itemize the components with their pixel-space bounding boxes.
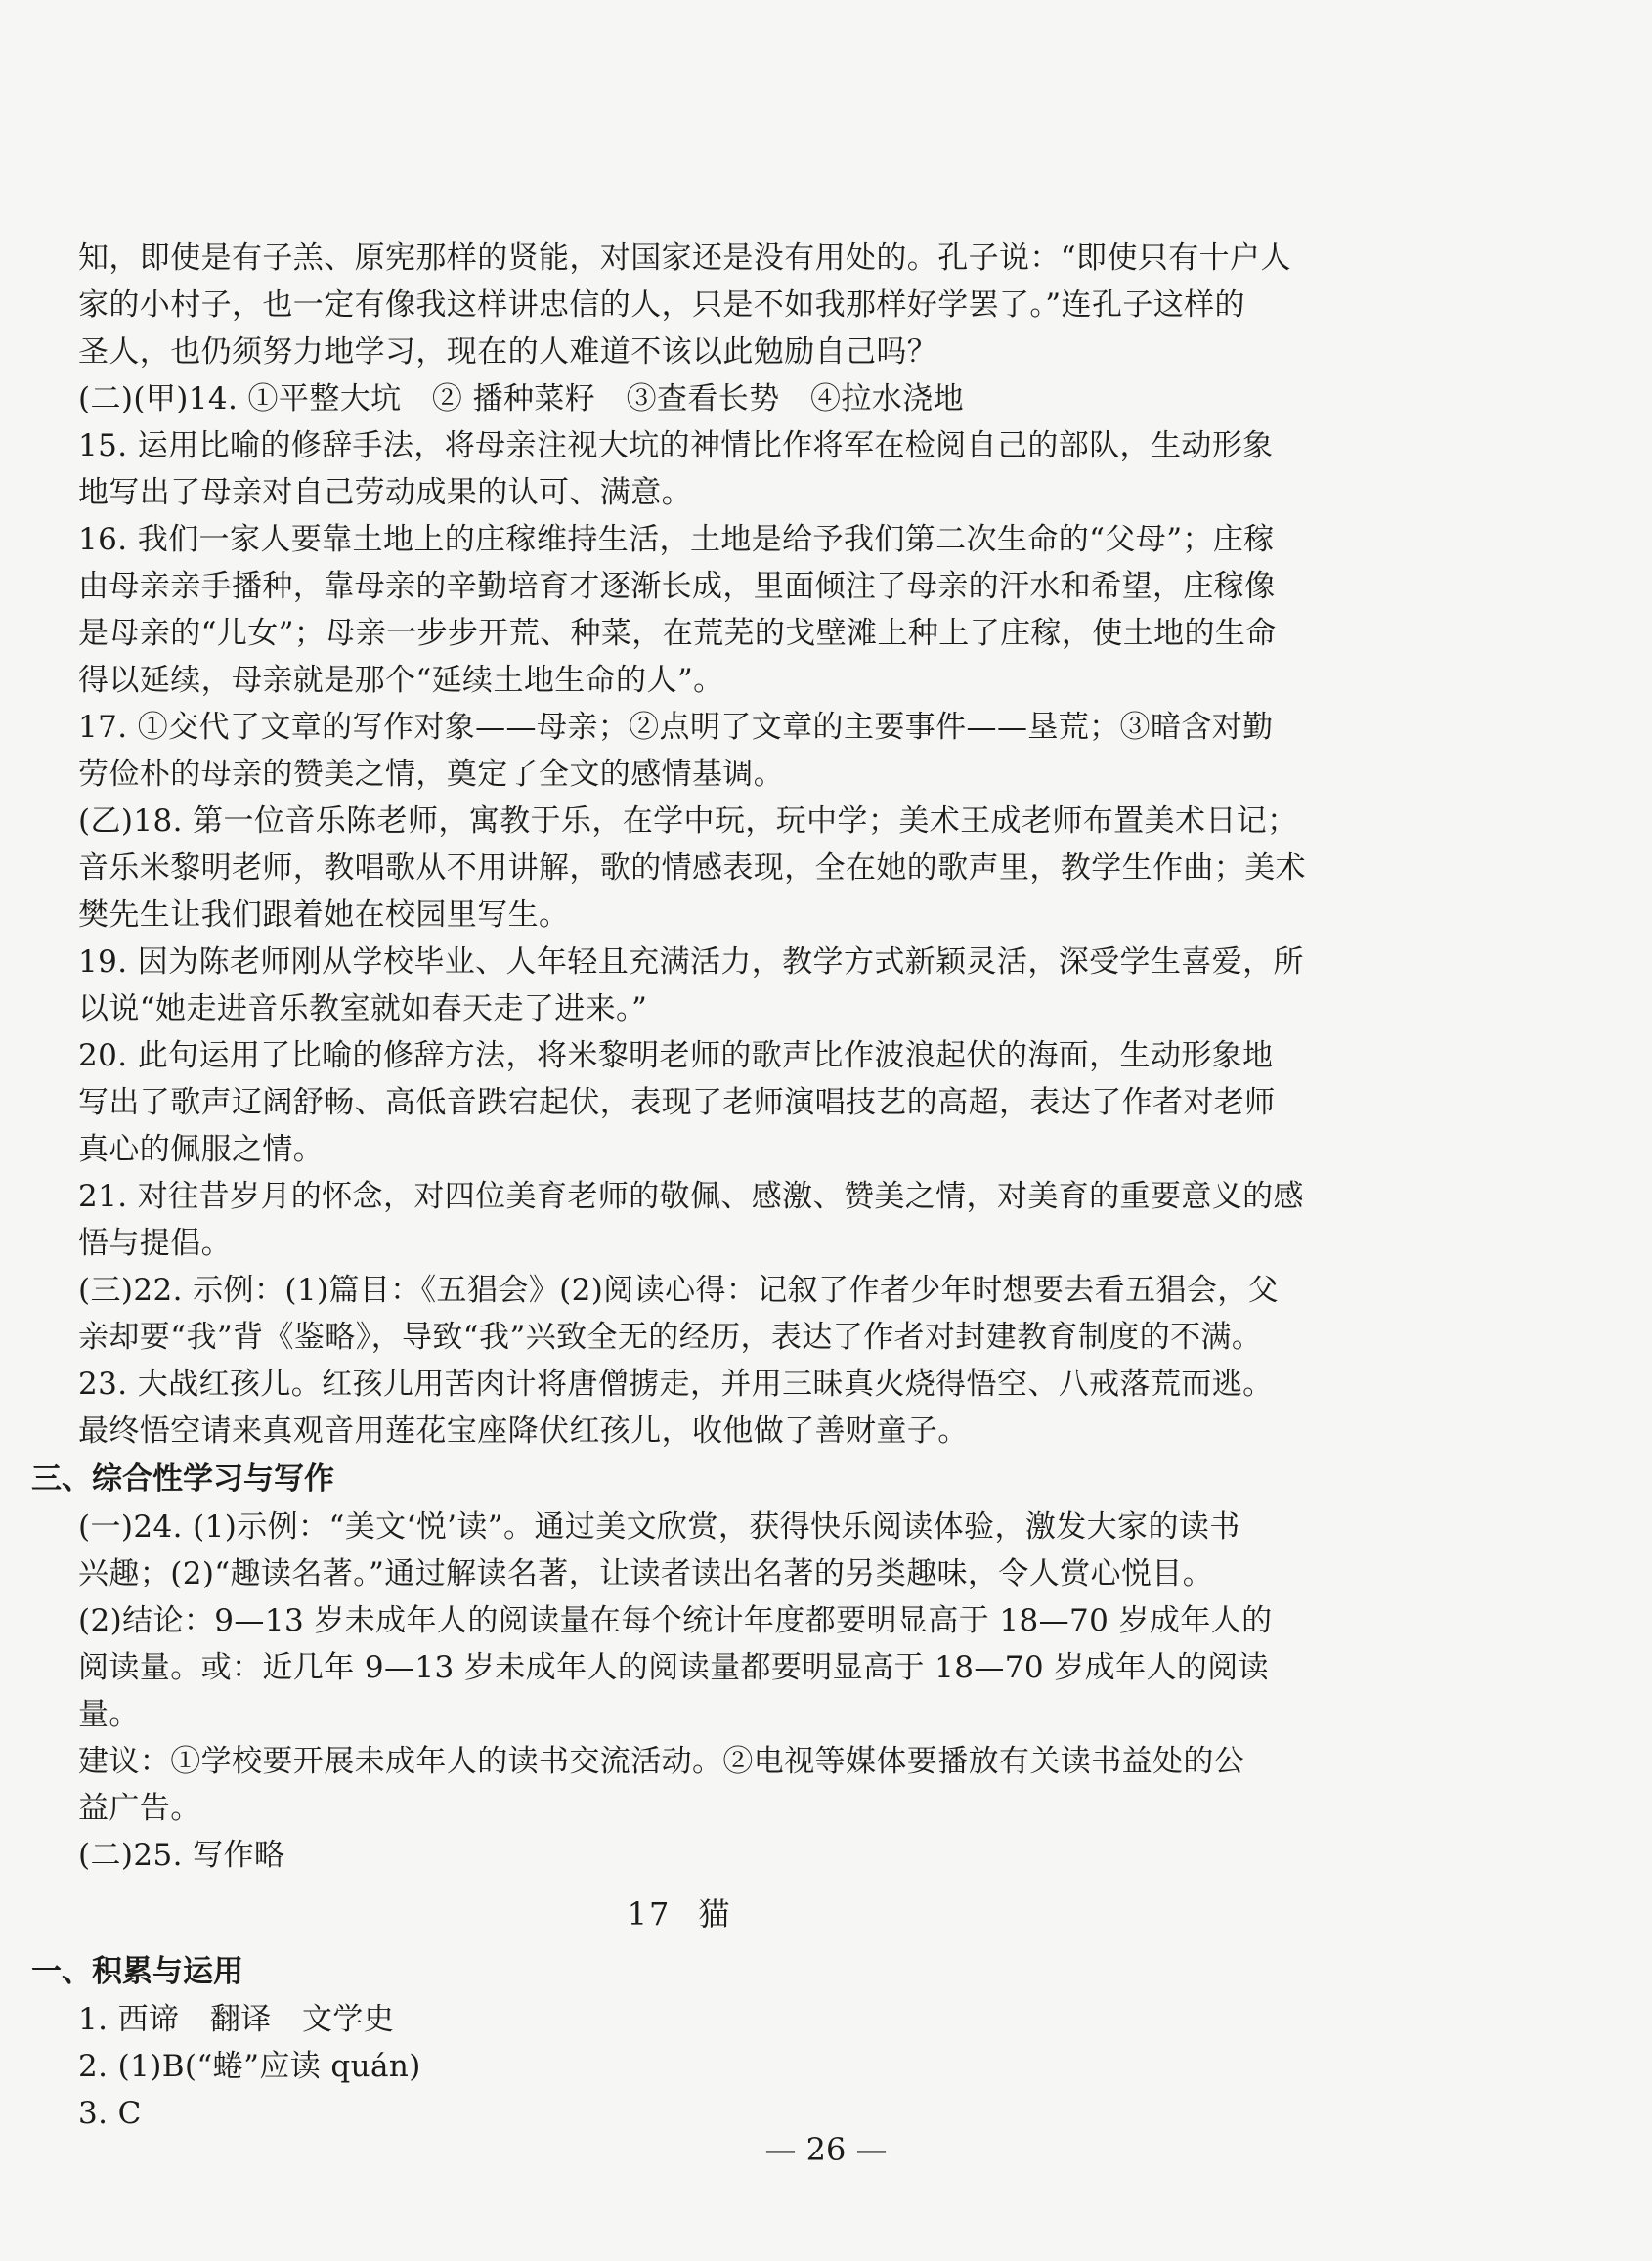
text-line: 23. 大战红孩儿。红孩儿用苦肉计将唐僧掳走，并用三昧真火烧得悟空、八戒落荒而逃。 <box>78 1367 1274 1402</box>
text-line: 1. 西谛 翻译 文学史 <box>78 2002 395 2037</box>
text-line: 最终悟空请来真观音用莲花宝座降伏红孩儿，收他做了善财童子。 <box>78 1413 969 1449</box>
text-line: 兴趣；(2)“趣读名著。”通过解读名著，让读者读出名著的另类趣味，令人赏心悦目。 <box>78 1556 1214 1591</box>
answer-text-body <box>31 235 1306 2137</box>
text-line: 真心的佩服之情。 <box>78 1132 325 1167</box>
lesson-number: 17 <box>627 1895 672 1933</box>
text-line: 建议：①学校要开展未成年人的读书交流活动。②电视等媒体要播放有关读书益处的公 <box>78 1744 1245 1779</box>
section-heading: 三、综合性学习与写作 <box>31 1461 334 1497</box>
text-line: 悟与提倡。 <box>78 1226 232 1261</box>
text-line: 写出了歌声辽阔舒畅、高低音跌宕起伏，表现了老师演唱技艺的高超，表达了作者对老师 <box>78 1085 1276 1120</box>
lesson-name: 猫 <box>698 1895 732 1933</box>
text-line: (一)24. (1)示例：“美文‘悦’读”。通过美文欣赏，获得快乐阅读体验，激发大家的读书 <box>78 1509 1240 1544</box>
text-line: 音乐米黎明老师，教唱歌从不用讲解，歌的情感表现，全在她的歌声里，教学生作曲；美术 <box>78 850 1306 886</box>
text-line: (二)25. 写作略 <box>78 1838 285 1873</box>
text-line: 阅读量。或：近几年 9—13 岁未成年人的阅读量都要明显高于 18—70 岁成年人的阅读 <box>78 1650 1270 1685</box>
text-line: 以说“她走进音乐教室就如春天走了进来。” <box>78 991 648 1026</box>
text-line: (二)(甲)14. ①平整大坑 ② 播种菜籽 ③查看长势 ④拉水浇地 <box>78 381 964 416</box>
answer-lines-top <box>78 235 1306 1455</box>
text-line: (乙)18. 第一位音乐陈老师，寓教于乐，在学中玩，玩中学；美术王成老师布置美术日记； <box>78 804 1298 839</box>
text-line: 是母亲的“儿女”；母亲一步步开荒、种菜，在荒芜的戈壁滩上种上了庄稼，使土地的生命 <box>78 616 1277 651</box>
text-line: 得以延续，母亲就是那个“延续土地生命的人”。 <box>78 663 724 698</box>
text-line: 20. 此句运用了比喻的修辞方法，将米黎明老师的歌声比作波浪起伏的海面，生动形象地 <box>78 1038 1274 1073</box>
text-line: 地写出了母亲对自己劳动成果的认可、满意。 <box>78 475 692 510</box>
text-line: 亲却要“我”背《鉴略》，导致“我”兴致全无的经历，表达了作者对封建教育制度的不满。 <box>78 1320 1263 1355</box>
text-line: 17. ①交代了文章的写作对象——母亲；②点明了文章的主要事件——垦荒；③暗含对勤 <box>78 710 1274 745</box>
text-line: 家的小村子，也一定有像我这样讲忠信的人，只是不如我那样好学罢了。”连孔子这样的 <box>78 287 1245 323</box>
text-line: 知，即使是有子羔、原宪那样的贤能，对国家还是没有用处的。孔子说：“即使只有十户人 <box>78 240 1291 276</box>
answer-lines-mid <box>78 1503 1281 1879</box>
text-line: 15. 运用比喻的修辞手法，将母亲注视大坑的神情比作将军在检阅自己的部队，生动形象 <box>78 428 1274 463</box>
section-heading: 一、积累与运用 <box>31 1954 243 1989</box>
page-number: — 26 — <box>764 2131 888 2168</box>
text-line: 圣人，也仍须努力地学习，现在的人难道不该以此勉励自己吗？ <box>78 334 938 370</box>
text-line: 量。 <box>78 1697 140 1732</box>
text-line: 16. 我们一家人要靠土地上的庄稼维持生活，土地是给予我们第二次生命的“父母”；庄稼 <box>78 522 1275 557</box>
answer-lines-bottom <box>78 1996 1281 2137</box>
text-line: 21. 对往昔岁月的怀念，对四位美育老师的敬佩、感激、赞美之情，对美育的重要意义的感 <box>78 1179 1304 1214</box>
lesson-title <box>78 1885 1281 1943</box>
text-line: (三)22. 示例：(1)篇目：《五猖会》(2)阅读心得：记叙了作者少年时想要去看五猖会，父 <box>78 1273 1280 1308</box>
text-line: 由母亲亲手播种，靠母亲的辛勤培育才逐渐长成，里面倾注了母亲的汗水和希望，庄稼像 <box>78 569 1276 604</box>
text-line: 劳俭朴的母亲的赞美之情，奠定了全文的感情基调。 <box>78 757 785 792</box>
text-line: (2)结论：9—13 岁未成年人的阅读量在每个统计年度都要明显高于 18—70 岁成年人的 <box>78 1603 1273 1638</box>
text-line: 3. C <box>78 2096 142 2131</box>
text-line: 19. 因为陈老师刚从学校毕业、人年轻且充满活力，教学方式新颖灵活，深受学生喜爱，所 <box>78 944 1304 979</box>
text-line: 2. (1)B(“蜷”应读 quán) <box>78 2049 421 2084</box>
text-line: 樊先生让我们跟着她在校园里写生。 <box>78 897 570 933</box>
text-line: 益广告。 <box>78 1791 201 1826</box>
